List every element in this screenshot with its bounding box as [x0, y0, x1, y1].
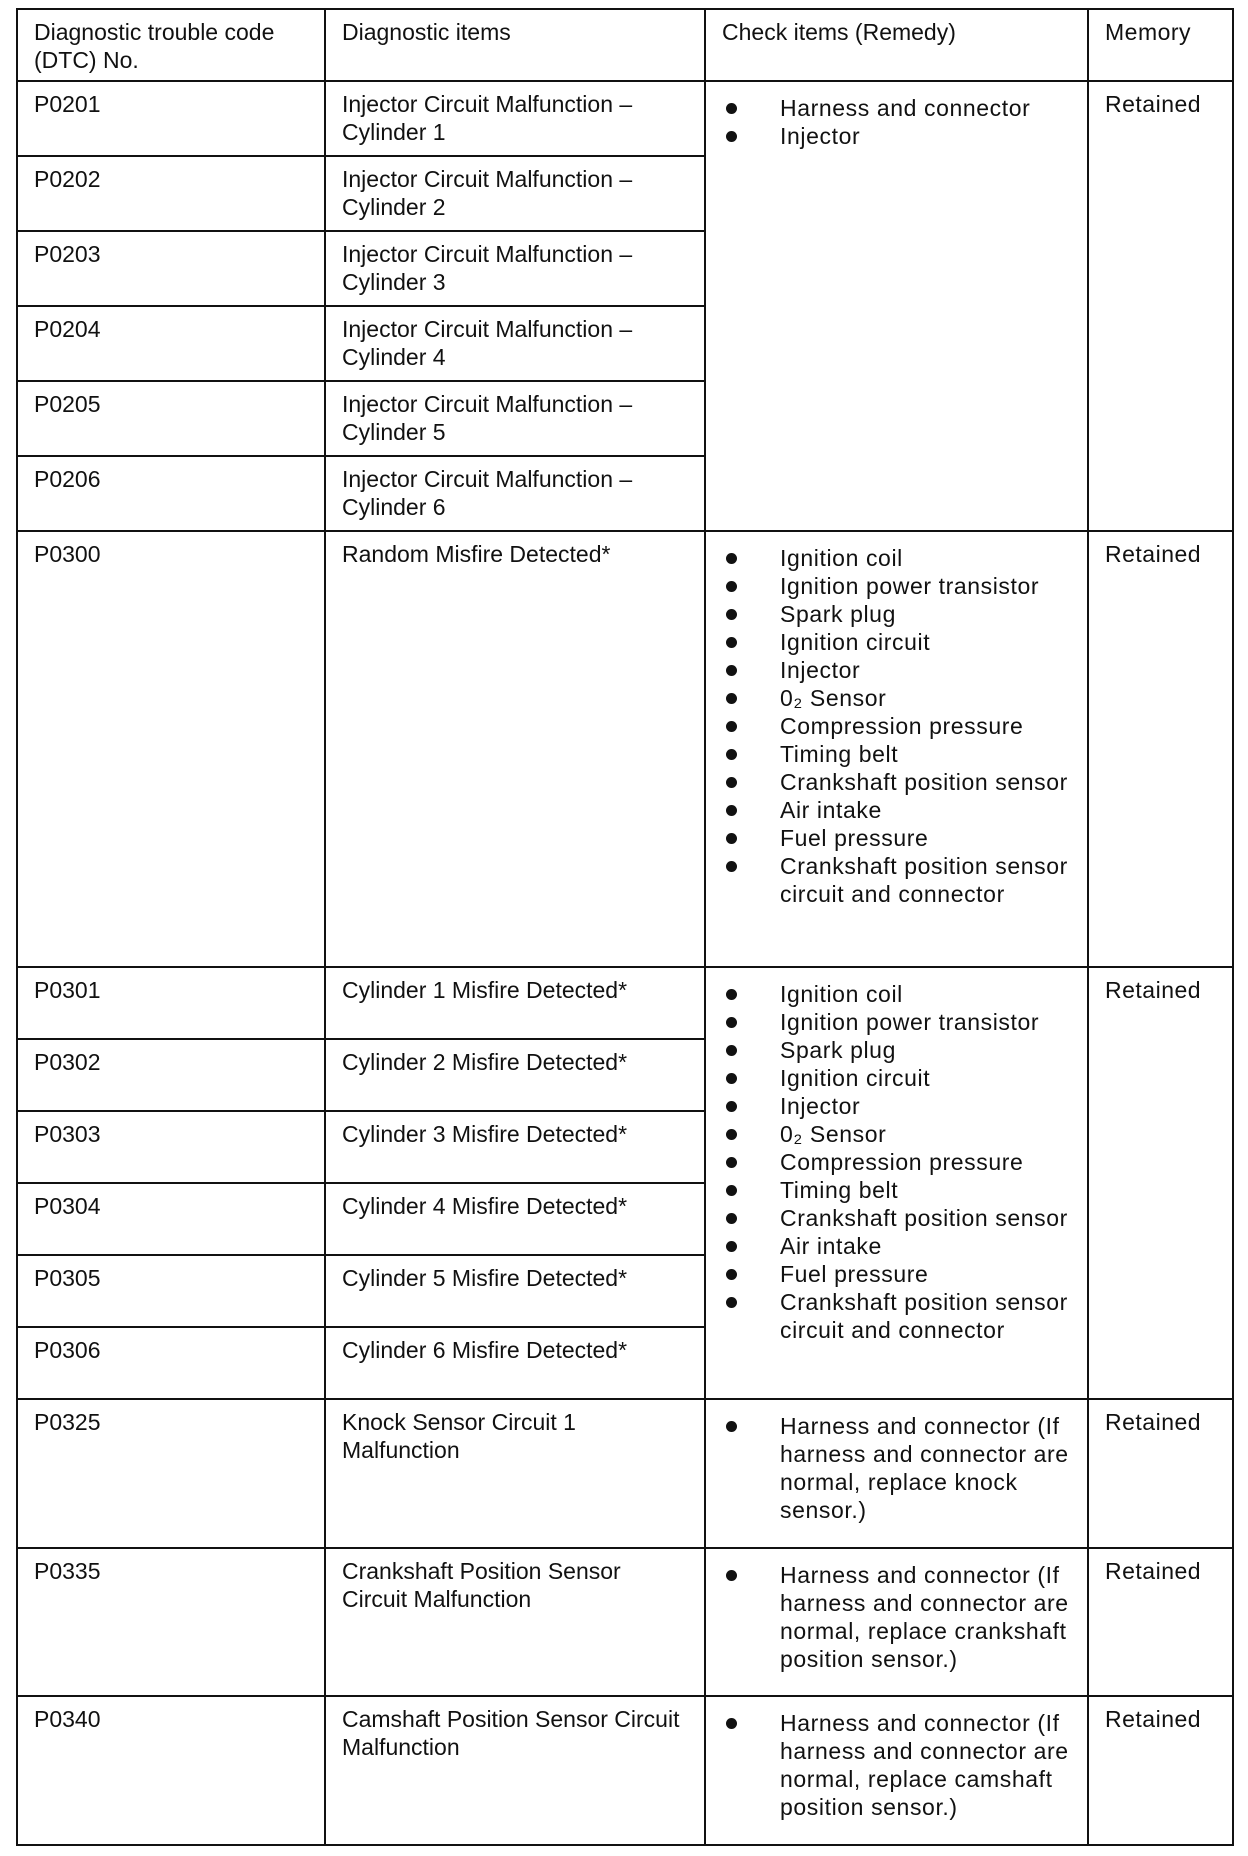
header-code: Diagnostic trouble code (DTC) No.	[17, 9, 325, 81]
dtc-code: P0302	[17, 1039, 325, 1111]
check-items	[705, 967, 1088, 1399]
dtc-code: P0204	[17, 306, 325, 381]
dtc-code: P0205	[17, 381, 325, 456]
diagnostic-item: Injector Circuit Malfunction – Cylinder 5	[325, 381, 705, 456]
memory-value: Retained	[1088, 1548, 1233, 1697]
list-item: Crankshaft position sensor	[722, 1204, 1073, 1232]
check-list	[722, 1561, 1073, 1673]
dtc-code: P0201	[17, 81, 325, 156]
diagnostic-item: Cylinder 5 Misfire Detected*	[325, 1255, 705, 1327]
list-item: Harness and connector (If harness and connector are normal, replace camshaft position sensor.)	[722, 1709, 1073, 1821]
table-row	[17, 81, 1233, 156]
list-item: Air intake	[722, 796, 1073, 824]
dtc-code: P0325	[17, 1399, 325, 1548]
check-items	[705, 1548, 1088, 1697]
check-items	[705, 531, 1088, 967]
header-checks: Check items (Remedy)	[705, 9, 1088, 81]
table-row	[17, 531, 1233, 967]
list-item: Fuel pressure	[722, 824, 1073, 852]
list-item: Timing belt	[722, 740, 1073, 768]
check-list	[722, 1412, 1073, 1524]
list-item: Fuel pressure	[722, 1260, 1073, 1288]
list-item: Compression pressure	[722, 712, 1073, 740]
list-item: Crankshaft position sensor circuit and connector	[722, 852, 1073, 908]
header-row	[17, 9, 1233, 81]
check-items	[705, 1399, 1088, 1548]
diagnostic-item: Cylinder 4 Misfire Detected*	[325, 1183, 705, 1255]
list-item: Air intake	[722, 1232, 1073, 1260]
diagnostic-item: Injector Circuit Malfunction – Cylinder 2	[325, 156, 705, 231]
diagnostic-item: Random Misfire Detected*	[325, 531, 705, 967]
list-item: Injector	[722, 1092, 1073, 1120]
check-list	[722, 544, 1073, 908]
list-item: Ignition coil	[722, 980, 1073, 1008]
check-list	[722, 94, 1073, 150]
memory-value: Retained	[1088, 1399, 1233, 1548]
dtc-code: P0303	[17, 1111, 325, 1183]
memory-value: Retained	[1088, 1696, 1233, 1845]
check-items	[705, 1696, 1088, 1845]
dtc-code: P0305	[17, 1255, 325, 1327]
diagnostic-item: Injector Circuit Malfunction – Cylinder 6	[325, 456, 705, 531]
memory-value: Retained	[1088, 81, 1233, 531]
dtc-code: P0340	[17, 1696, 325, 1845]
diagnostic-item: Knock Sensor Circuit 1 Malfunction	[325, 1399, 705, 1548]
check-items	[705, 81, 1088, 531]
list-item: Ignition power transistor	[722, 572, 1073, 600]
dtc-code: P0306	[17, 1327, 325, 1399]
list-item: Ignition circuit	[722, 628, 1073, 656]
dtc-code: P0206	[17, 456, 325, 531]
dtc-table	[16, 8, 1234, 1846]
list-item: Harness and connector (If harness and connector are normal, replace knock sensor.)	[722, 1412, 1073, 1524]
memory-value: Retained	[1088, 967, 1233, 1399]
check-list	[722, 980, 1073, 1344]
table-row	[17, 1399, 1233, 1548]
memory-value: Retained	[1088, 531, 1233, 967]
dtc-code: P0300	[17, 531, 325, 967]
list-item: Timing belt	[722, 1176, 1073, 1204]
list-item: Crankshaft position sensor circuit and connector	[722, 1288, 1073, 1344]
diagnostic-item: Cylinder 3 Misfire Detected*	[325, 1111, 705, 1183]
dtc-code: P0202	[17, 156, 325, 231]
list-item: Spark plug	[722, 1036, 1073, 1064]
table-row	[17, 967, 1233, 1039]
list-item: 0₂ Sensor	[722, 1120, 1073, 1148]
diagnostic-item: Cylinder 2 Misfire Detected*	[325, 1039, 705, 1111]
list-item: Injector	[722, 656, 1073, 684]
table-row	[17, 1696, 1233, 1845]
diagnostic-item: Crankshaft Position Sensor Circuit Malfunction	[325, 1548, 705, 1697]
dtc-code: P0304	[17, 1183, 325, 1255]
diagnostic-item: Injector Circuit Malfunction – Cylinder 4	[325, 306, 705, 381]
list-item: 0₂ Sensor	[722, 684, 1073, 712]
list-item: Harness and connector (If harness and connector are normal, replace crankshaft position sensor.)	[722, 1561, 1073, 1673]
dtc-code: P0203	[17, 231, 325, 306]
list-item: Ignition coil	[722, 544, 1073, 572]
list-item: Ignition power transistor	[722, 1008, 1073, 1036]
list-item: Compression pressure	[722, 1148, 1073, 1176]
list-item: Spark plug	[722, 600, 1073, 628]
diagnostic-item: Injector Circuit Malfunction – Cylinder 1	[325, 81, 705, 156]
check-list	[722, 1709, 1073, 1821]
list-item: Crankshaft position sensor	[722, 768, 1073, 796]
table-row	[17, 1548, 1233, 1697]
diagnostic-item: Cylinder 1 Misfire Detected*	[325, 967, 705, 1039]
list-item: Harness and connector	[722, 94, 1073, 122]
dtc-code: P0335	[17, 1548, 325, 1697]
diagnostic-item: Cylinder 6 Misfire Detected*	[325, 1327, 705, 1399]
dtc-code: P0301	[17, 967, 325, 1039]
header-items: Diagnostic items	[325, 9, 705, 81]
list-item: Injector	[722, 122, 1073, 150]
diagnostic-item: Injector Circuit Malfunction – Cylinder 3	[325, 231, 705, 306]
header-memory: Memory	[1088, 9, 1233, 81]
diagnostic-item: Camshaft Position Sensor Circuit Malfunction	[325, 1696, 705, 1845]
list-item: Ignition circuit	[722, 1064, 1073, 1092]
